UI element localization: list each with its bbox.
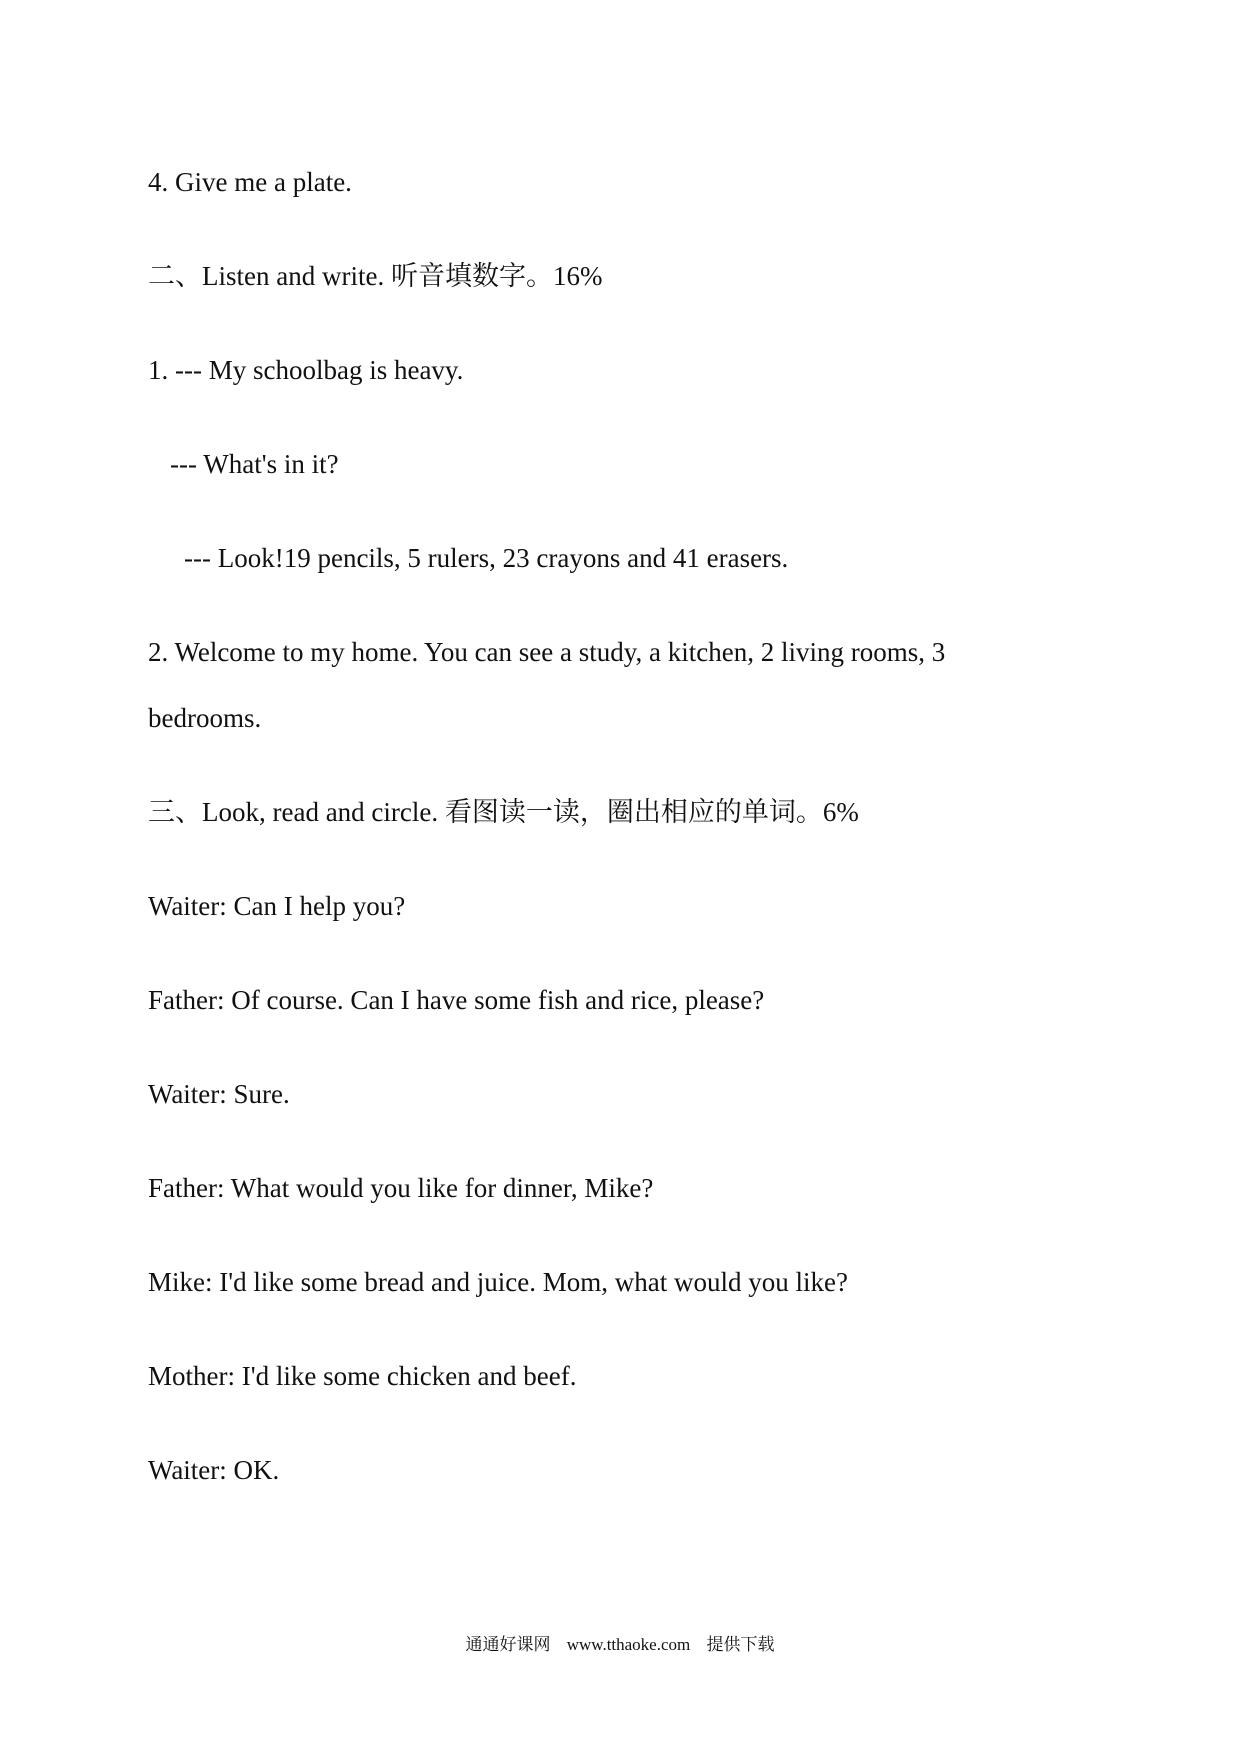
dialogue-line: Mother: I'd like some chicken and beef. (148, 1361, 577, 1391)
footer-url: www.tthaoke.com (566, 1635, 691, 1654)
item-1-question: 1. --- My schoolbag is heavy. (148, 355, 464, 385)
section-3-heading: 三、Look, read and circle. 看图读一读，圈出相应的单词。6% (148, 797, 859, 827)
item-2-text-cont: bedrooms. (148, 703, 262, 733)
dialogue-line: Waiter: Sure. (148, 1079, 290, 1109)
footer-suffix: 提供下载 (706, 1635, 775, 1654)
footer-site-name: 通通好课网 (465, 1635, 551, 1654)
item-1-reply: --- What's in it? (170, 449, 339, 479)
dialogue-line: Waiter: OK. (148, 1455, 280, 1485)
item-4-text: 4. Give me a plate. (148, 167, 352, 197)
dialogue-line: Father: Of course. Can I have some fish and rice, please? (148, 985, 765, 1015)
section-2-heading: 二、Listen and write. 听音填数字。16% (148, 261, 603, 291)
dialogue-line: Waiter: Can I help you? (148, 891, 406, 921)
dialogue-line: Mike: I'd like some bread and juice. Mom, what would you like? (148, 1267, 848, 1297)
item-2-text: 2. Welcome to my home. You can see a study, a kitchen, 2 living rooms, 3 (148, 637, 946, 667)
page-footer (0, 1634, 1240, 1656)
item-1-answer: --- Look!19 pencils, 5 rulers, 23 crayons and 41 erasers. (184, 543, 789, 573)
dialogue-line: Father: What would you like for dinner, Mike? (148, 1173, 654, 1203)
